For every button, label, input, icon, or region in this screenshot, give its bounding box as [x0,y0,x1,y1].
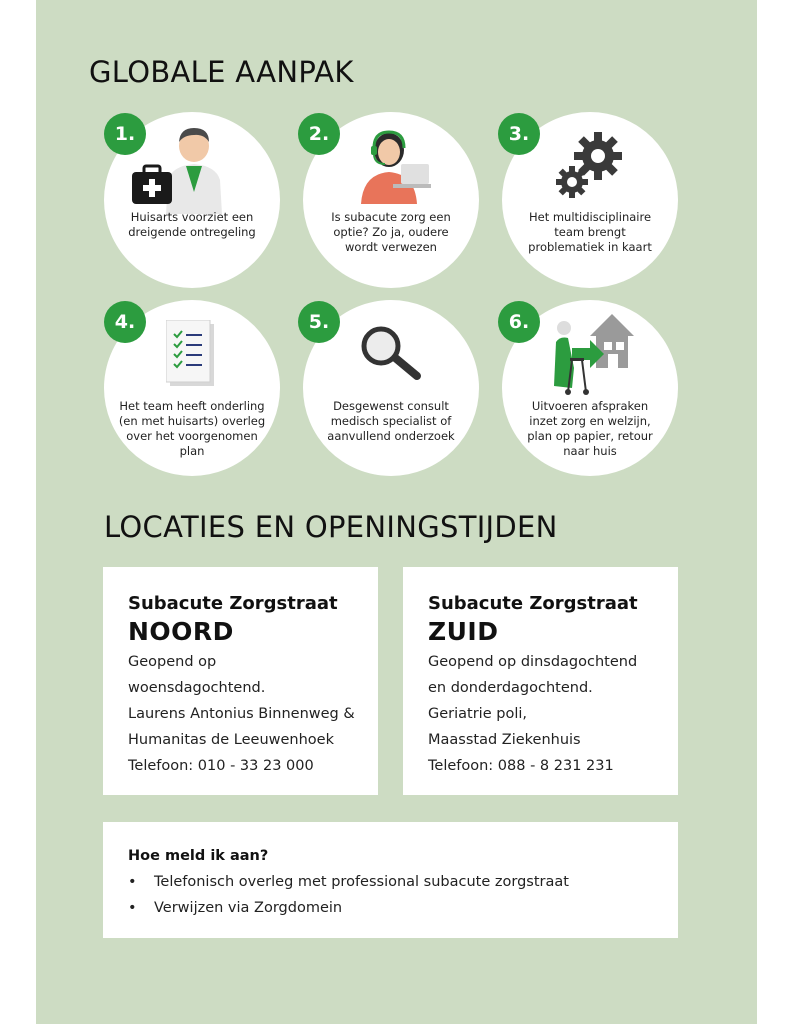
step-1-badge: 1. [104,113,146,155]
step-3-badge: 3. [498,113,540,155]
step-5-text: Desgewenst consult medisch specialist of aanvullend onderzoek [327,399,455,443]
list-item-text: Telefonisch overleg met professional subacute zorgstraat [154,874,569,890]
checklist-icon [166,320,218,390]
card-zuid-line: Geriatrie poli, [428,706,527,722]
card-noord-line: Laurens Antonius Binnenweg & [128,706,355,722]
operator-icon [351,124,435,204]
step-6-badge: 6. [498,301,540,343]
magnifier-icon [359,324,423,384]
card-noord-line: Humanitas de Leeuwenhoek [128,732,334,748]
card-zuid-name: ZUID [428,617,499,646]
elderly-home-icon [550,308,634,396]
card-zuid-line: en donderdagochtend. [428,680,593,696]
step-5-badge: 5. [298,301,340,343]
card-zuid-title: Subacute Zorgstraat [428,593,638,614]
card-noord-line: woensdagochtend. [128,680,266,696]
step-1-text: Huisarts voorziet een dreigende ontregeling [128,210,256,239]
card-noord-phone: Telefoon: 010 - 33 23 000 [128,758,314,774]
card-zuid-phone: Telefoon: 088 - 8 231 231 [428,758,614,774]
step-4-badge: 4. [104,301,146,343]
card-zuid-line: Maasstad Ziekenhuis [428,732,581,748]
doctor-icon [132,122,252,214]
card-noord [103,567,378,795]
aanmelden-title: Hoe meld ik aan? [128,848,269,864]
step-3-text: Het multidisciplinaire team brengt problematiek in kaart [528,210,652,254]
step-2-badge: 2. [298,113,340,155]
list-item-text: Verwijzen via Zorgdomein [154,900,343,916]
section-title-aanpak: GLOBALE AANPAK [89,55,354,89]
section-title-locaties: LOCATIES EN OPENINGSTIJDEN [104,510,558,544]
card-noord-name: NOORD [128,617,234,646]
step-2-text: Is subacute zorg een optie? Zo ja, oudere wordt verwezen [331,210,451,254]
card-aanmelden [103,822,678,938]
card-noord-title: Subacute Zorgstraat [128,593,338,614]
card-noord-line: Geopend op [128,654,217,670]
bullet-icon: • [128,900,137,916]
list-item [128,900,342,916]
card-zuid [403,567,678,795]
step-4-text: Het team heeft onderling (en met huisarts) overleg over het voorgenomen plan [118,399,266,458]
bullet-icon: • [128,874,137,890]
gears-icon [554,130,626,202]
card-zuid-line: Geopend op dinsdagochtend [428,654,638,670]
list-item [128,874,569,890]
step-6-text: Uitvoeren afspraken inzet zorg en welzijn, plan op papier, retour naar huis [527,399,653,458]
